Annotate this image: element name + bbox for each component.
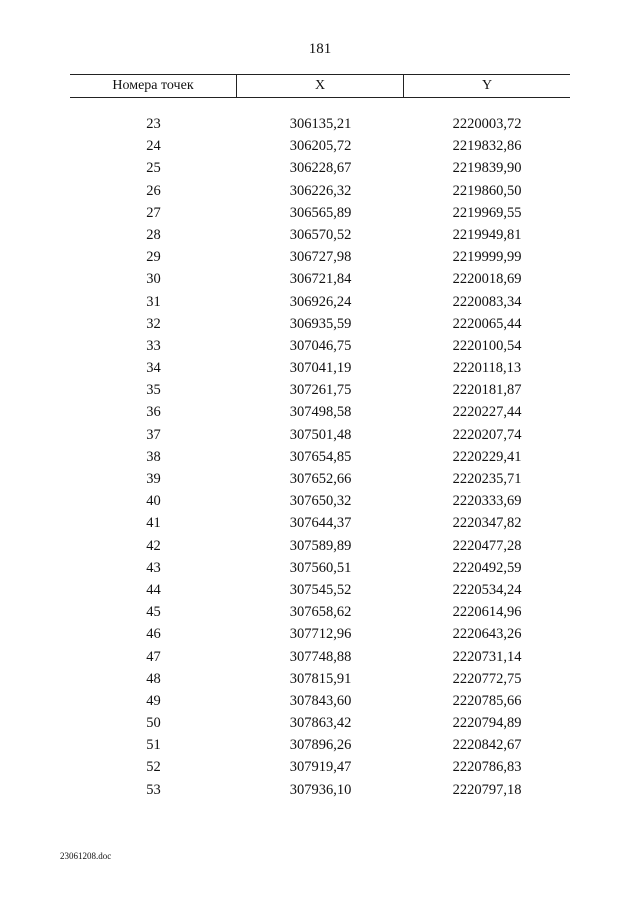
- y-coordinate-cell: 2220083,34: [452, 293, 522, 310]
- x-coordinate-cell: 306135,21: [289, 116, 352, 132]
- table-row: [70, 756, 570, 778]
- x-coordinate-cell: 306205,72: [289, 138, 352, 155]
- table-row: [70, 646, 570, 668]
- point-number-cell: 47: [146, 648, 161, 665]
- x-coordinate-cell: 307650,32: [289, 493, 352, 510]
- table-row: [70, 490, 570, 512]
- x-coordinate-cell: 307843,60: [289, 692, 352, 709]
- x-coordinate-cell: 307658,62: [289, 604, 352, 621]
- x-coordinate-cell: 307936,10: [289, 781, 352, 798]
- x-coordinate-cell: 307560,51: [289, 559, 352, 576]
- x-coordinate-cell: 306935,59: [289, 315, 352, 332]
- x-coordinate-cell: 307748,88: [289, 648, 352, 665]
- table-row: [70, 712, 570, 734]
- point-number-cell: 23: [146, 116, 161, 132]
- y-coordinate-cell: 2219860,50: [452, 182, 522, 199]
- header-x: X: [237, 75, 404, 97]
- point-number-cell: 25: [146, 160, 161, 177]
- y-coordinate-cell: 2219949,81: [452, 226, 522, 243]
- table-row: [70, 135, 570, 157]
- x-coordinate-cell: 307589,89: [289, 537, 352, 554]
- point-number-cell: 42: [146, 537, 161, 554]
- y-coordinate-cell: 2220785,66: [452, 692, 522, 709]
- y-coordinate-cell: 2220794,89: [452, 715, 522, 732]
- table-row: [70, 779, 570, 801]
- point-number-cell: 50: [146, 715, 161, 732]
- y-coordinate-cell: 2220731,14: [452, 648, 522, 665]
- table-row: [70, 113, 570, 135]
- y-coordinate-cell: 2220229,41: [452, 448, 522, 465]
- y-coordinate-cell: 2220003,72: [452, 116, 522, 132]
- x-coordinate-cell: 307896,26: [289, 737, 352, 754]
- table-row: [70, 202, 570, 224]
- page-number: 181: [308, 41, 332, 57]
- point-number-cell: 49: [146, 692, 161, 709]
- point-number-cell: 28: [146, 226, 161, 243]
- point-number-cell: 29: [146, 249, 161, 266]
- x-coordinate-cell: 306565,89: [289, 204, 352, 221]
- x-coordinate-cell: 306727,98: [289, 249, 352, 266]
- point-number-cell: 46: [146, 626, 161, 643]
- table-row: [70, 268, 570, 290]
- y-coordinate-cell: 2220227,44: [452, 404, 522, 421]
- x-coordinate-cell: 307041,19: [289, 360, 352, 377]
- point-number-cell: 37: [146, 426, 161, 443]
- y-coordinate-cell: 2220333,69: [452, 493, 522, 510]
- y-coordinate-cell: 2220018,69: [452, 271, 522, 288]
- point-number-cell: 48: [146, 670, 161, 687]
- y-coordinate-cell: 2220235,71: [452, 471, 522, 487]
- point-number-cell: 52: [146, 759, 161, 776]
- x-coordinate-cell: 306721,84: [289, 271, 352, 288]
- y-coordinate-cell: 2219832,86: [452, 138, 522, 155]
- y-coordinate-cell: 2220842,67: [452, 737, 522, 754]
- table-row: [70, 734, 570, 756]
- point-number-cell: 39: [146, 471, 161, 487]
- y-coordinate-cell: 2220772,75: [452, 670, 522, 687]
- y-coordinate-cell: 2220118,13: [452, 360, 522, 377]
- point-number-cell: 33: [146, 337, 161, 354]
- coordinates-table-body: [70, 113, 570, 801]
- table-row: [70, 335, 570, 357]
- x-coordinate-cell: 307652,66: [289, 471, 352, 487]
- table-row: [70, 468, 570, 490]
- y-coordinate-cell: 2219839,90: [452, 160, 522, 177]
- table-row: [70, 623, 570, 645]
- y-coordinate-cell: 2220797,18: [452, 781, 522, 798]
- table-row: [70, 535, 570, 557]
- y-coordinate-cell: 2219999,99: [452, 249, 522, 266]
- y-coordinate-cell: 2220347,82: [452, 515, 522, 532]
- point-number-cell: 38: [146, 448, 161, 465]
- table-row: [70, 401, 570, 423]
- point-number-cell: 34: [146, 360, 161, 377]
- x-coordinate-cell: 307644,37: [289, 515, 352, 532]
- x-coordinate-cell: 307046,75: [289, 337, 352, 354]
- x-coordinate-cell: 307919,47: [289, 759, 352, 776]
- x-coordinate-cell: 307815,91: [289, 670, 352, 687]
- y-coordinate-cell: 2220614,96: [452, 604, 522, 621]
- point-number-cell: 30: [146, 271, 161, 288]
- x-coordinate-cell: 307498,58: [289, 404, 352, 421]
- table-row: [70, 224, 570, 246]
- y-coordinate-cell: 2220643,26: [452, 626, 522, 643]
- x-coordinate-cell: 307501,48: [289, 426, 352, 443]
- point-number-cell: 43: [146, 559, 161, 576]
- table-row: [70, 446, 570, 468]
- point-number-cell: 31: [146, 293, 161, 310]
- y-coordinate-cell: 2220477,28: [452, 537, 522, 554]
- table-row: [70, 357, 570, 379]
- y-coordinate-cell: 2220492,59: [452, 559, 522, 576]
- table-row: [70, 601, 570, 623]
- point-number-cell: 40: [146, 493, 161, 510]
- header-point-number: Номера точек: [70, 75, 237, 97]
- table-row: [70, 579, 570, 601]
- table-row: [70, 180, 570, 202]
- x-coordinate-cell: 307261,75: [289, 382, 352, 399]
- table-row: [70, 690, 570, 712]
- table-row: [70, 557, 570, 579]
- point-number-cell: 32: [146, 315, 161, 332]
- x-coordinate-cell: 306570,52: [289, 226, 352, 243]
- point-number-cell: 41: [146, 515, 161, 532]
- x-coordinate-cell: 307654,85: [289, 448, 352, 465]
- table-row: [70, 313, 570, 335]
- point-number-cell: 45: [146, 604, 161, 621]
- header-y: Y: [481, 78, 493, 93]
- table-row: [70, 379, 570, 401]
- point-number-cell: 26: [146, 182, 161, 199]
- x-coordinate-cell: 307863,42: [289, 715, 352, 732]
- table-row: [70, 291, 570, 313]
- x-coordinate-cell: 306226,32: [289, 182, 352, 199]
- table-row: [70, 512, 570, 534]
- table-row: [70, 668, 570, 690]
- x-coordinate-cell: 306228,67: [289, 160, 352, 177]
- y-coordinate-cell: 2220065,44: [452, 315, 522, 332]
- point-number-cell: 53: [146, 781, 161, 798]
- x-coordinate-cell: 306926,24: [289, 293, 352, 310]
- y-coordinate-cell: 2220100,54: [452, 337, 522, 354]
- x-coordinate-cell: 307545,52: [289, 581, 352, 598]
- point-number-cell: 35: [146, 382, 161, 399]
- y-coordinate-cell: 2220786,83: [452, 759, 522, 776]
- y-coordinate-cell: 2219969,55: [452, 204, 522, 221]
- y-coordinate-cell: 2220181,87: [452, 382, 522, 399]
- point-number-cell: 24: [146, 138, 161, 155]
- table-row: [70, 246, 570, 268]
- point-number-cell: 51: [146, 737, 161, 754]
- point-number-cell: 27: [146, 204, 161, 221]
- document-filename: 23061208.doc: [60, 851, 112, 861]
- table-header: [70, 74, 570, 98]
- table-row: [70, 157, 570, 179]
- table-row: [70, 424, 570, 446]
- y-coordinate-cell: 2220534,24: [452, 581, 522, 598]
- y-coordinate-cell: 2220207,74: [452, 426, 522, 443]
- x-coordinate-cell: 307712,96: [289, 626, 352, 643]
- point-number-cell: 36: [146, 404, 161, 421]
- point-number-cell: 44: [146, 581, 161, 598]
